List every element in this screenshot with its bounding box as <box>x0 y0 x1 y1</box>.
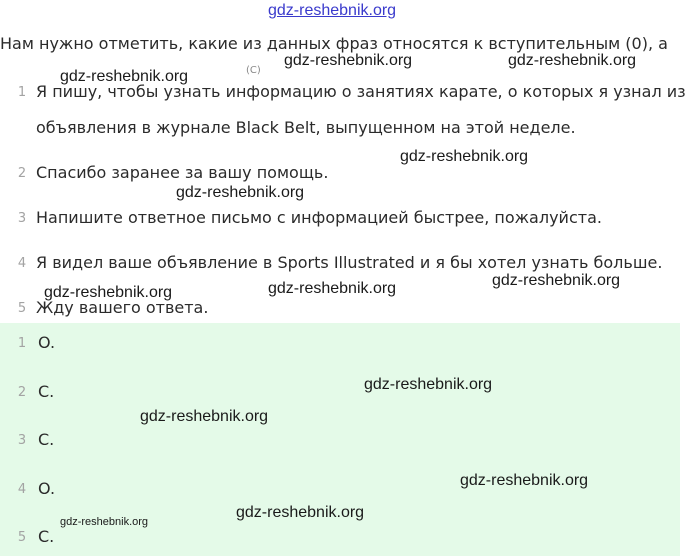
line-number: 4 <box>17 482 27 497</box>
phrase-text: Я видел ваше объявление в Sports Illustrated и я бы хотел узнать больше. <box>36 253 663 272</box>
watermark: gdz-reshebnik.org <box>176 184 305 201</box>
watermark: gdz-reshebnik.org <box>492 272 621 289</box>
phrase-text-line2: объявления в журнале Black Belt, выпущенном на этой неделе. <box>36 118 576 137</box>
watermark: gdz-reshebnik.org <box>140 408 269 425</box>
watermark: gdz-reshebnik.org <box>268 280 397 297</box>
phrase-text: Напишите ответное письмо с информацией быстрее, пожалуйста. <box>36 208 602 227</box>
clipped-text-fragment: (C) <box>246 65 261 76</box>
watermark-top-link[interactable]: gdz-reshebnik.org <box>268 2 397 19</box>
watermark: gdz-reshebnik.org <box>284 52 413 69</box>
phrase-text: Спасибо заранее за вашу помощь. <box>36 163 329 182</box>
watermark: gdz-reshebnik.org <box>236 504 365 521</box>
watermark: gdz-reshebnik.org <box>508 52 637 69</box>
watermark: gdz-reshebnik.org <box>400 148 529 165</box>
watermark: gdz-reshebnik.org <box>44 284 173 301</box>
line-number: 2 <box>17 385 27 400</box>
watermark: gdz-reshebnik.org <box>364 376 493 393</box>
line-number: 2 <box>17 166 27 181</box>
answer-text: O. <box>38 479 56 498</box>
line-number: 1 <box>17 85 27 100</box>
line-number: 5 <box>17 530 27 545</box>
watermark: gdz-reshebnik.org <box>60 516 149 528</box>
intro-text: Нам нужно отметить, какие из данных фраз относятся к вступительным (0), а <box>0 34 668 53</box>
answer-text: O. <box>38 333 56 352</box>
line-number: 3 <box>17 433 27 448</box>
phrase-text-line1: Я пишу, чтобы узнать информацию о занятиях карате, о которых я узнал из <box>36 82 686 101</box>
answer-text: C. <box>38 430 55 449</box>
line-number: 3 <box>17 211 27 226</box>
line-number: 1 <box>17 336 27 351</box>
watermark: gdz-reshebnik.org <box>60 68 189 85</box>
line-number: 4 <box>17 256 27 271</box>
line-number: 5 <box>17 301 27 316</box>
watermark: gdz-reshebnik.org <box>460 472 589 489</box>
answer-text: C. <box>38 382 55 401</box>
answer-text: C. <box>38 527 55 546</box>
phrase-text: Жду вашего ответа. <box>36 298 209 317</box>
